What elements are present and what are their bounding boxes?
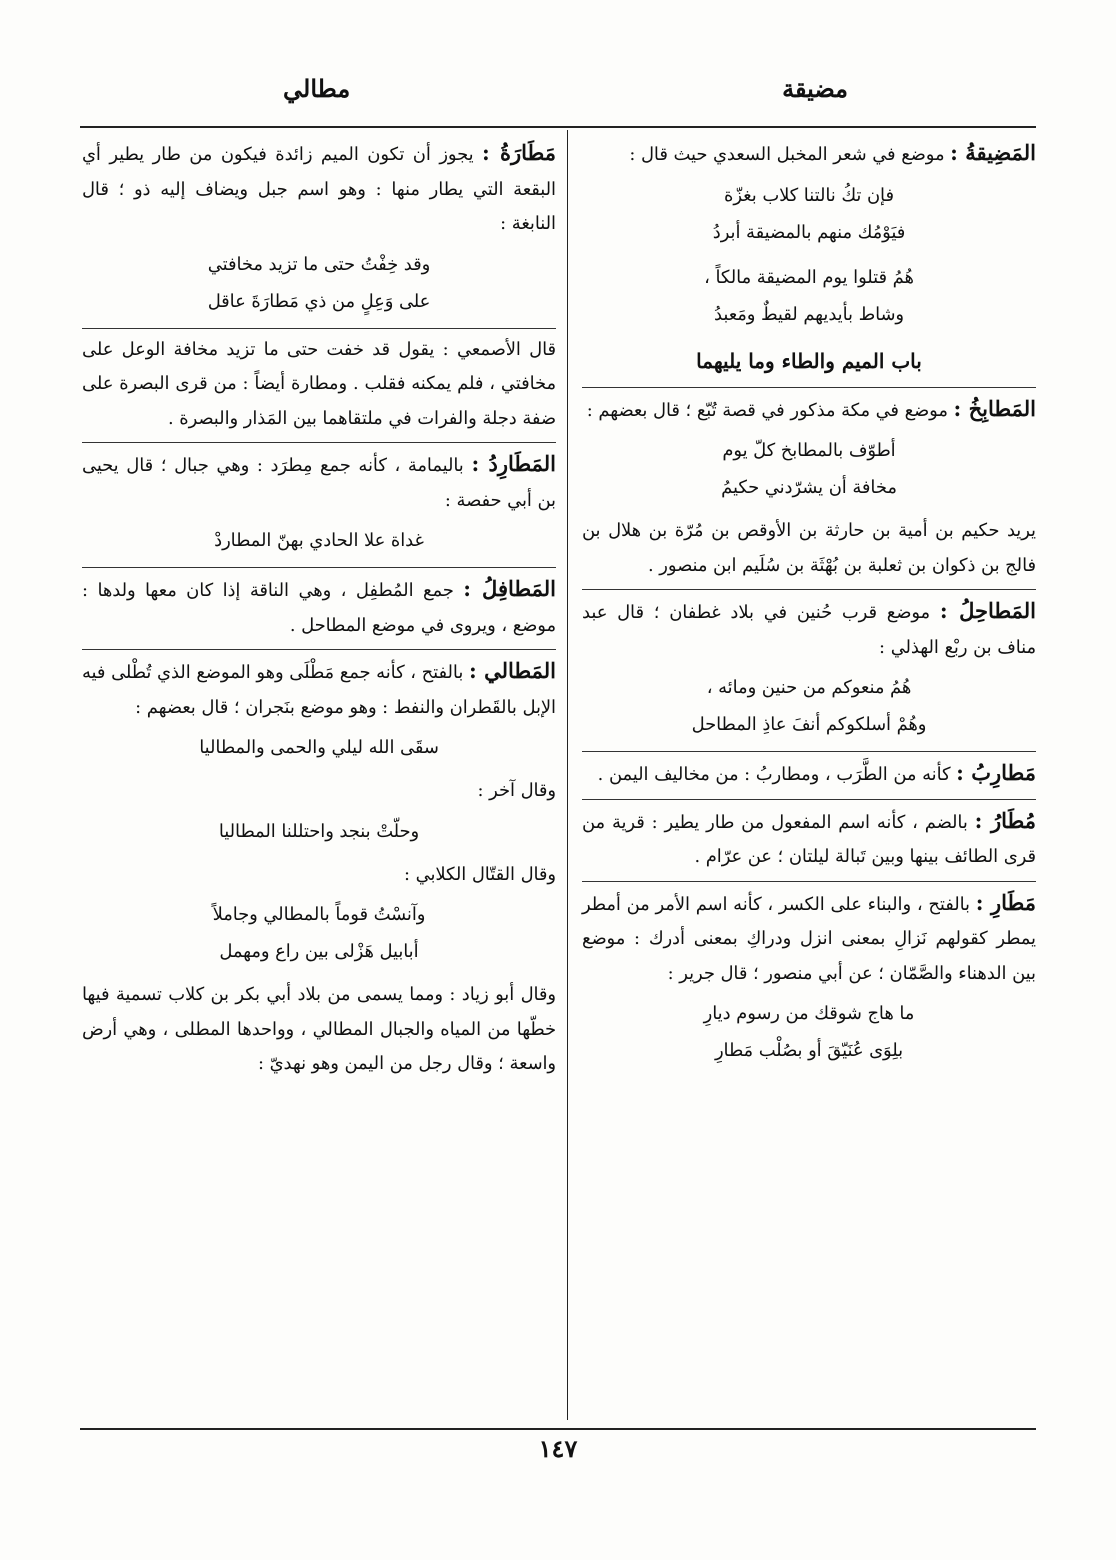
verse — [582, 995, 1036, 1069]
verse-line: بلِوَى عُنَيّقَ أو بصُلْب مَطارِ — [714, 1040, 904, 1061]
left-column — [82, 136, 556, 1088]
headword: المَطاحِلُ : — [939, 598, 1037, 623]
section-title: باب الميم والطاء وما يليهما — [696, 348, 922, 373]
verse — [82, 813, 556, 850]
verse-line: أبابيل هَزْلى بين راع ومهمل — [219, 941, 419, 962]
entry-asmai-note — [82, 328, 556, 437]
verse-line: مخافة أن يشرّدني حكيمُ — [721, 477, 897, 498]
running-head-left: مطالي — [283, 74, 351, 103]
verse-line: فإن تكُ نالتنا كلاب بغزّة — [724, 184, 894, 206]
entry-text: موضع في شعر المخبل السعدي حيث قال : — [629, 144, 945, 165]
headword: المَطابِخُ : — [953, 395, 1036, 421]
verse — [82, 896, 556, 970]
top-rule — [80, 126, 1036, 128]
verse-line: سقَى الله ليلي والحمى والمطاليا — [199, 737, 439, 758]
page-number: ١٤٧ — [538, 1434, 578, 1463]
entry-text: باليمامة ، كأنه جمع مِطرَد : وهي جبال ؛ قال يحيى بن أبي حفصة : — [82, 455, 556, 511]
entry-matafil — [82, 567, 556, 643]
entry-matara — [82, 136, 556, 320]
verse-line: وآنسْتُ قوماً بالمطالي وجاملاً — [212, 904, 426, 925]
right-column — [582, 136, 1036, 1077]
headword: المَطافِلُ : — [463, 576, 556, 601]
entry-text: وقال أبو زياد : ومما يسمى من بلاد أبي بكر بن كلاب تسمية فيها خطّها من المياه والجبال المطالي ، وواحدها المطلى ، وهي أرض واسعة ؛ وقال رجل من اليمن وهو نهديّ : — [82, 984, 556, 1074]
running-head-right: مضيقة — [782, 74, 848, 103]
verse-line: هُمُ منعوكم من حنين ومائه ، — [706, 677, 912, 698]
verse-line: فيَوْمُك منهم بالمضيقة أبردُ — [712, 221, 906, 243]
column-divider — [567, 130, 568, 1420]
verse-line: أطوّف بالمطابخ كلّ يوم — [722, 440, 896, 461]
entry-matahil — [582, 589, 1036, 743]
entry-text: بالضم ، كأنه اسم المفعول من طار يطير : قرية من قرى الطائف بينها وبين تَبالة ليلتان ؛ عن عرّام . — [582, 811, 1036, 867]
entry-text: بالفتح ، والبناء على الكسر ، كأنه اسم الأمر من أمطر يمطر كقولهم نَزالِ بمعنى انزل ودراكِ بمعنى أدرك : موضع بين الدهناء والصَّمّان ؛ عن أبي منصور ؛ قال جرير : — [582, 893, 1036, 984]
headword: مَطارِبُ : — [956, 760, 1036, 785]
entry-text: قال الأصمعي : يقول قد خفت حتى ما تزيد مخافة الوعل على مخافتي ، فلم يمكنه فقلب . ومطارة أيضاً : من قرى البصرة على ضفة دجلة والفرات في ملتقاهما بين المَذار والبصرة . — [82, 338, 556, 429]
entry-matarib — [582, 751, 1036, 793]
verse-line: وحلّتْ بنجد واحتللنا المطاليا — [218, 820, 420, 842]
verse-line: غداة علا الحادي بهنّ المطاردْ — [214, 530, 424, 551]
entry-text: وقال القتّال الكلابي : — [404, 863, 556, 885]
verse-line: وقد خِفْتُ حتى ما تزيد مخافتي — [207, 253, 431, 275]
headword: المَطالي : — [469, 658, 557, 683]
entry-matabikh — [582, 387, 1036, 584]
headword: مَطَارَةُ : — [482, 140, 556, 165]
bottom-rule — [80, 1428, 1036, 1430]
verse-line: على وَعِلٍ من ذي مَطارَةَ عاقل — [207, 290, 431, 312]
entry-text: موضع قرب حُنين في بلاد غطفان ؛ قال عبد مناف بن ربْع الهذلي : — [582, 602, 1036, 658]
verse — [82, 729, 556, 766]
entry-text: وقال آخر : — [477, 780, 556, 801]
entry-text: جمع المُطفِل ، وهي الناقة إذا كان معها ولدها : موضع ، ويروى في موضع المطاحل . — [82, 580, 556, 636]
entry-mutar — [582, 799, 1036, 875]
entry-matarid — [82, 442, 556, 559]
entry-madiqa — [582, 136, 1036, 333]
entry-matari — [582, 881, 1036, 1070]
headword: المَضِيقةُ : — [950, 140, 1036, 165]
verse — [582, 177, 1036, 251]
headword: مَطَارِ : — [975, 889, 1037, 915]
entry-text: بالفتح ، كأنه جمع مَطْلَى وهو الموضع الذي تُطْلى فيه الإبل بالقَطران والنفط : وهو موضع بنَجران ؛ قال بعضهم : — [82, 662, 556, 718]
entry-text: موضع في مكة مذكور في قصة تُبّع ؛ قال بعضهم : — [586, 399, 948, 421]
entry-note: يريد حكيم بن أمية بن حارثة بن الأوقص بن مُرّة بن هلال بن فالج بن ذكوان بن ثعلبة بن بُهْثَة بن سُلَيم ابن منصور . — [582, 520, 1036, 576]
headword: مُطَارُ : — [974, 807, 1036, 833]
entry-text: كأنه من الطَّرَب ، ومطاربُ : من مخاليف اليمن . — [597, 764, 951, 785]
verse-line: هُمُ قتلوا يوم المضيقة مالكاً ، — [704, 266, 914, 288]
verse — [82, 246, 556, 320]
verse — [582, 259, 1036, 333]
verse — [582, 669, 1036, 743]
verse-line: وشاط بأيديهم لقيطٌ ومَعبدُ — [714, 303, 904, 325]
entry-text: يجوز أن تكون الميم زائدة فيكون من طار يطير أي البقعة التي يطار منها : وهو اسم جبل ويضاف إليه ذو ؛ قال النابغة : — [82, 144, 556, 234]
verse — [82, 522, 556, 559]
headword: المَطَارِدُ : — [471, 451, 556, 476]
entry-matali — [82, 649, 556, 1082]
verse-line: ما هاج شوقك من رسوم ديارِ — [703, 1003, 915, 1024]
verse — [582, 432, 1036, 506]
verse-line: وهُمْ أسلكوكم أنفَ عاذِ المطاحل — [691, 714, 927, 735]
